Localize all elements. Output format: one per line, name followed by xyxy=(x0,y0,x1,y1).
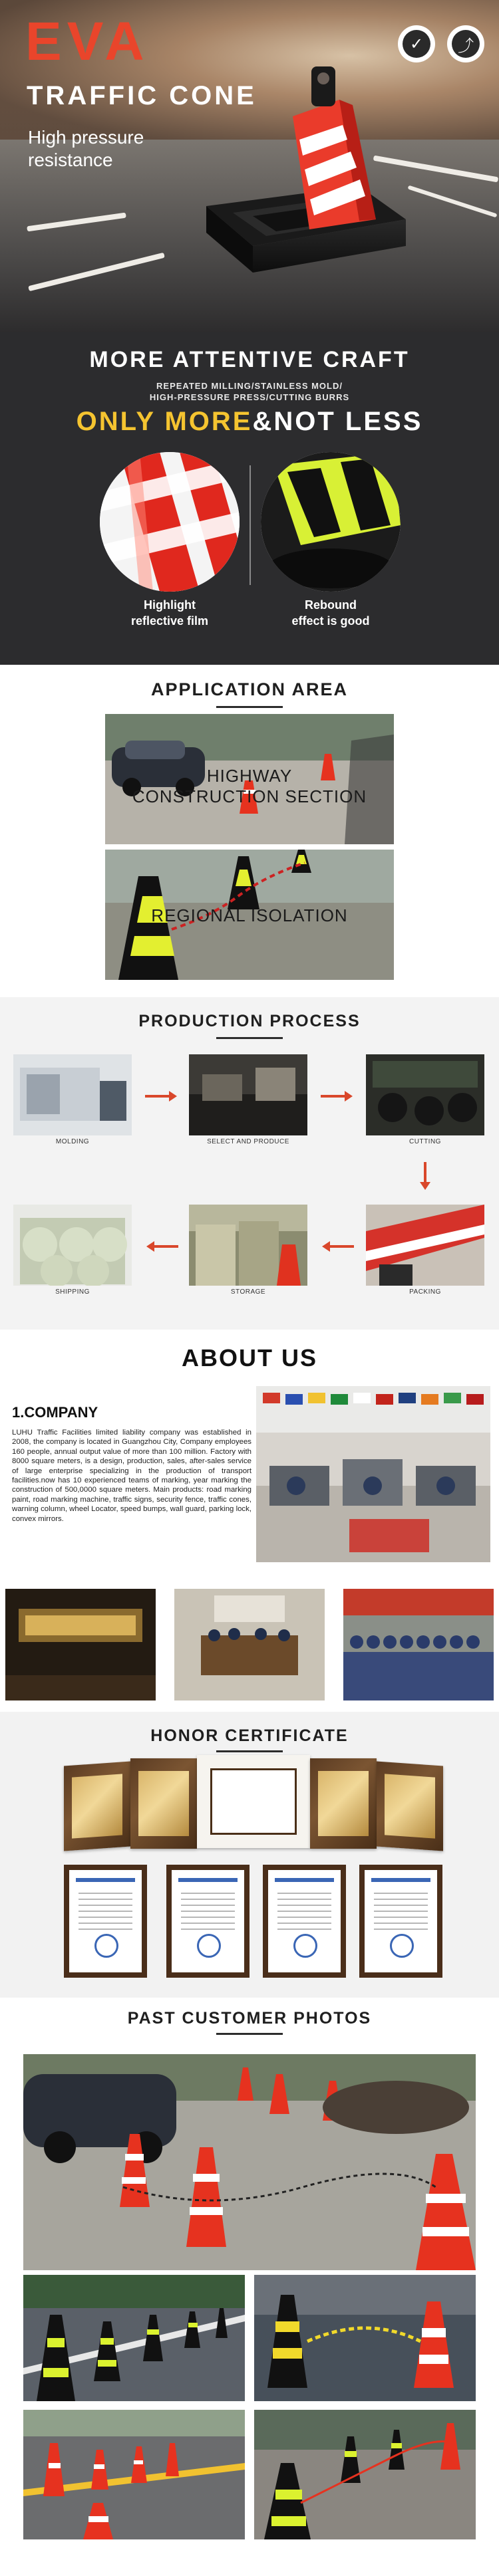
honor-plaque xyxy=(310,1758,377,1849)
application-caption-highway: HIGHWAY CONSTRUCTION SECTION xyxy=(132,766,367,806)
company-heading: 1.COMPANY xyxy=(12,1404,98,1421)
rebound-effect-image xyxy=(261,452,401,592)
craft-section xyxy=(0,332,499,665)
process-image-select xyxy=(189,1054,307,1135)
craft-heading: MORE ATTENTIVE CRAFT xyxy=(89,347,410,372)
customer-photo-large xyxy=(23,2054,476,2270)
rebound-effect-label: Rebound effect is good xyxy=(291,598,370,628)
company-description: LUHU Traffic Facilities limited liability company was established in 2008, the company is located in Guangzhou City, Company employees 160 people, annual output value of more than 100 million. Factory with 8000 square meters, is a design, production, sales, after-sales service of large enterprise specializing in the production of transport facilities.now has 10 experienced teams of marking, year marking the construction of 500,0000 square meters. Main products: road marking paint, road marking machine, traffic signs, security fence, traffic cones, warning column, wheel Locator, speed bumps, wall guard, parking lock, convex mirrors. xyxy=(12,1429,251,1523)
hero-banner xyxy=(0,0,499,332)
application-image-highway xyxy=(105,714,394,844)
process-image-molding xyxy=(13,1054,132,1135)
process-label-storage: STORAGE xyxy=(230,1288,266,1296)
process-label-select: SELECT AND PRODUCE xyxy=(207,1138,289,1145)
certificate-document xyxy=(263,1865,346,1978)
application-image-isolation xyxy=(105,850,394,980)
certificate-document xyxy=(64,1865,147,1978)
customer-photo-lot xyxy=(23,2410,245,2539)
honor-plaque xyxy=(64,1762,130,1851)
honor-plaque xyxy=(197,1755,310,1848)
about-heading: ABOUT US xyxy=(182,1344,317,1371)
process-label-shipping: SHIPPING xyxy=(55,1288,90,1296)
certificate-heading: HONOR CERTIFICATE xyxy=(150,1726,349,1745)
customer-photo-warehouse xyxy=(254,2410,476,2539)
application-heading: APPLICATION AREA xyxy=(150,679,348,699)
craft-subheading: REPEATED MILLING/STAINLESS MOLD/ HIGH-PRESSURE PRESS/CUTTING BURRS xyxy=(149,381,350,402)
certificate-document xyxy=(166,1865,250,1978)
craft-slogan: ONLY MORE&NOT LESS xyxy=(76,407,423,436)
customer-heading: PAST CUSTOMER PHOTOS xyxy=(127,2009,372,2028)
traffic-cone-image xyxy=(193,53,413,306)
hero-subtitle: TRAFFIC CONE xyxy=(27,81,257,110)
office-photo xyxy=(256,1386,490,1562)
process-label-cutting: CUTTING xyxy=(409,1138,441,1145)
heading-underline xyxy=(216,706,283,708)
customer-photo-parking xyxy=(254,2275,476,2401)
application-caption-isolation: REGIONAL ISOLATION xyxy=(151,905,348,925)
arrow-right-icon xyxy=(145,1095,172,1098)
process-image-storage xyxy=(189,1205,307,1286)
hero-description: High pressure resistance xyxy=(28,127,144,170)
meeting-room-photo xyxy=(174,1589,325,1700)
reflective-film-image xyxy=(100,452,240,592)
production-section xyxy=(0,997,499,1330)
process-label-packing: PACKING xyxy=(409,1288,441,1296)
process-image-packing xyxy=(366,1205,484,1286)
company-lobby-photo xyxy=(5,1589,156,1700)
arrow-left-icon xyxy=(327,1245,354,1248)
customer-photo-road xyxy=(23,2275,245,2401)
honor-plaque xyxy=(130,1758,197,1849)
hero-title: EVA xyxy=(25,11,150,72)
craft-divider xyxy=(250,465,251,585)
process-image-cutting xyxy=(366,1054,484,1135)
heading-underline xyxy=(216,1750,283,1752)
arrow-right-icon xyxy=(321,1095,347,1098)
check-icon: ✓ xyxy=(398,25,435,62)
team-photo xyxy=(343,1589,494,1700)
reflective-film-label: Highlight reflective film xyxy=(130,598,209,628)
heading-underline xyxy=(216,2033,283,2035)
process-label-molding: MOLDING xyxy=(55,1138,90,1145)
arrow-down-icon xyxy=(424,1162,426,1185)
honor-plaque xyxy=(377,1762,443,1851)
road-icon: ⤴ xyxy=(447,25,484,62)
production-heading: PRODUCTION PROCESS xyxy=(138,1012,361,1030)
heading-underline xyxy=(216,1037,283,1039)
arrow-left-icon xyxy=(152,1245,178,1248)
certificate-document xyxy=(359,1865,442,1978)
process-image-shipping xyxy=(13,1205,132,1286)
